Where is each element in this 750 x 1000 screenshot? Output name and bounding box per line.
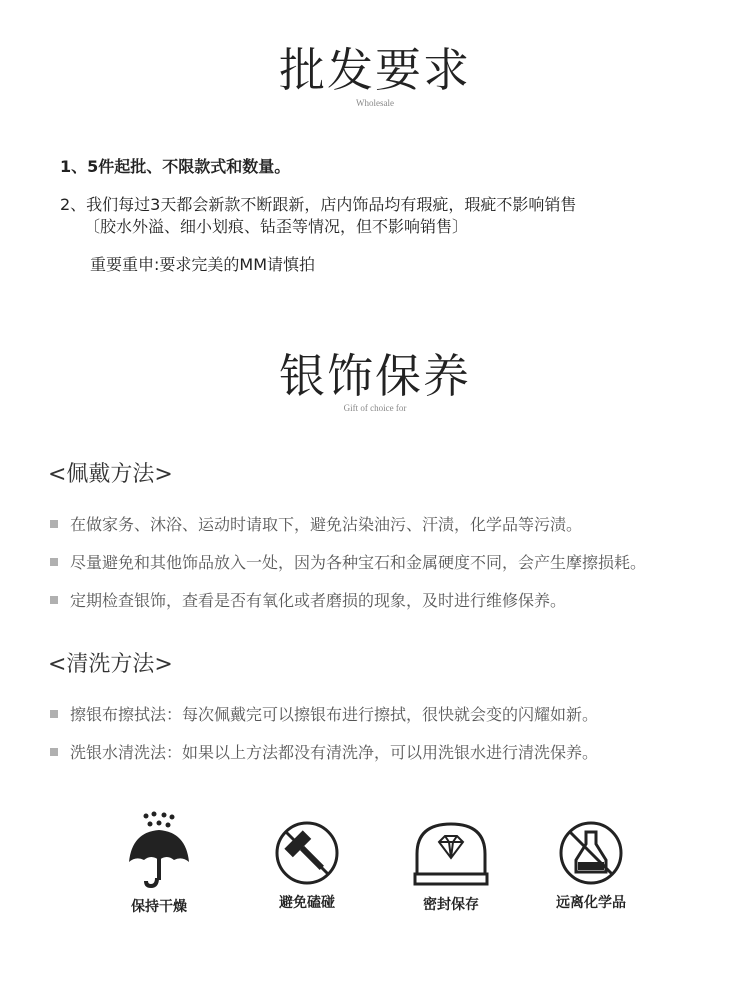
- care-title: 银饰保养: [279, 349, 471, 403]
- icon-label: 密封保存: [423, 897, 479, 913]
- cleaning-item-text: 洗银水清洗法：如果以上方法都没有清洗净，可以用洗银水进行清洗保养。: [70, 743, 599, 762]
- icon-label: 远离化学品: [556, 895, 626, 911]
- icon-card-keep-dry: [104, 810, 214, 916]
- bullet-square-icon: [50, 748, 58, 756]
- bullet-square-icon: [50, 596, 58, 604]
- icon-card-no-chemicals: [536, 820, 646, 912]
- wearing-item: [50, 512, 582, 535]
- wholesale-item-1: 1、5件起批、不限款式和数量。: [60, 157, 291, 176]
- wholesale-item-2-line-1: 2、我们每过3天都会新款不断跟新，店内饰品均有瑕疵，瑕疵不影响销售: [60, 195, 577, 214]
- wearing-item-text: 在做家务、沐浴、运动时请取下，避免沾染油污、汗渍，化学品等污渍。: [70, 515, 583, 534]
- wholesale-notice: 重要重申:要求完美的MM请慎拍: [90, 255, 316, 274]
- icon-label: 避免磕碰: [279, 895, 335, 911]
- wholesale-item-2-line-2: 〔胶水外溢、细小划痕、钻歪等情况，但不影响销售〕: [84, 217, 469, 236]
- wearing-item-text: 定期检查银饰，查看是否有氧化或者磨损的现象，及时进行维修保养。: [70, 591, 567, 610]
- wholesale-subtitle: Wholesale: [356, 98, 394, 108]
- bullet-square-icon: [50, 558, 58, 566]
- wearing-item: [50, 550, 646, 573]
- wearing-heading: <佩戴方法>: [48, 462, 173, 487]
- no-chemical-icon: [556, 820, 626, 886]
- cleaning-heading: <清洗方法>: [48, 652, 173, 677]
- wearing-item: [50, 588, 566, 611]
- umbrella-icon: [124, 810, 194, 890]
- cleaning-item-text: 擦银布擦拭法：每次佩戴完可以擦银布进行擦拭，很快就会变的闪耀如新。: [70, 705, 599, 724]
- sealed-diamond-icon: [411, 820, 491, 888]
- wholesale-title: 批发要求: [279, 43, 471, 97]
- icon-card-avoid-impact: [252, 820, 362, 912]
- icon-card-sealed-storage: [396, 820, 506, 914]
- bullet-square-icon: [50, 520, 58, 528]
- icon-label: 保持干燥: [131, 899, 187, 915]
- bullet-square-icon: [50, 710, 58, 718]
- care-subtitle: Gift of choice for: [343, 403, 407, 413]
- cleaning-item: [50, 702, 598, 725]
- wearing-item-text: 尽量避免和其他饰品放入一处，因为各种宝石和金属硬度不同，会产生摩擦损耗。: [70, 553, 647, 572]
- no-hammer-icon: [272, 820, 342, 886]
- cleaning-item: [50, 740, 598, 763]
